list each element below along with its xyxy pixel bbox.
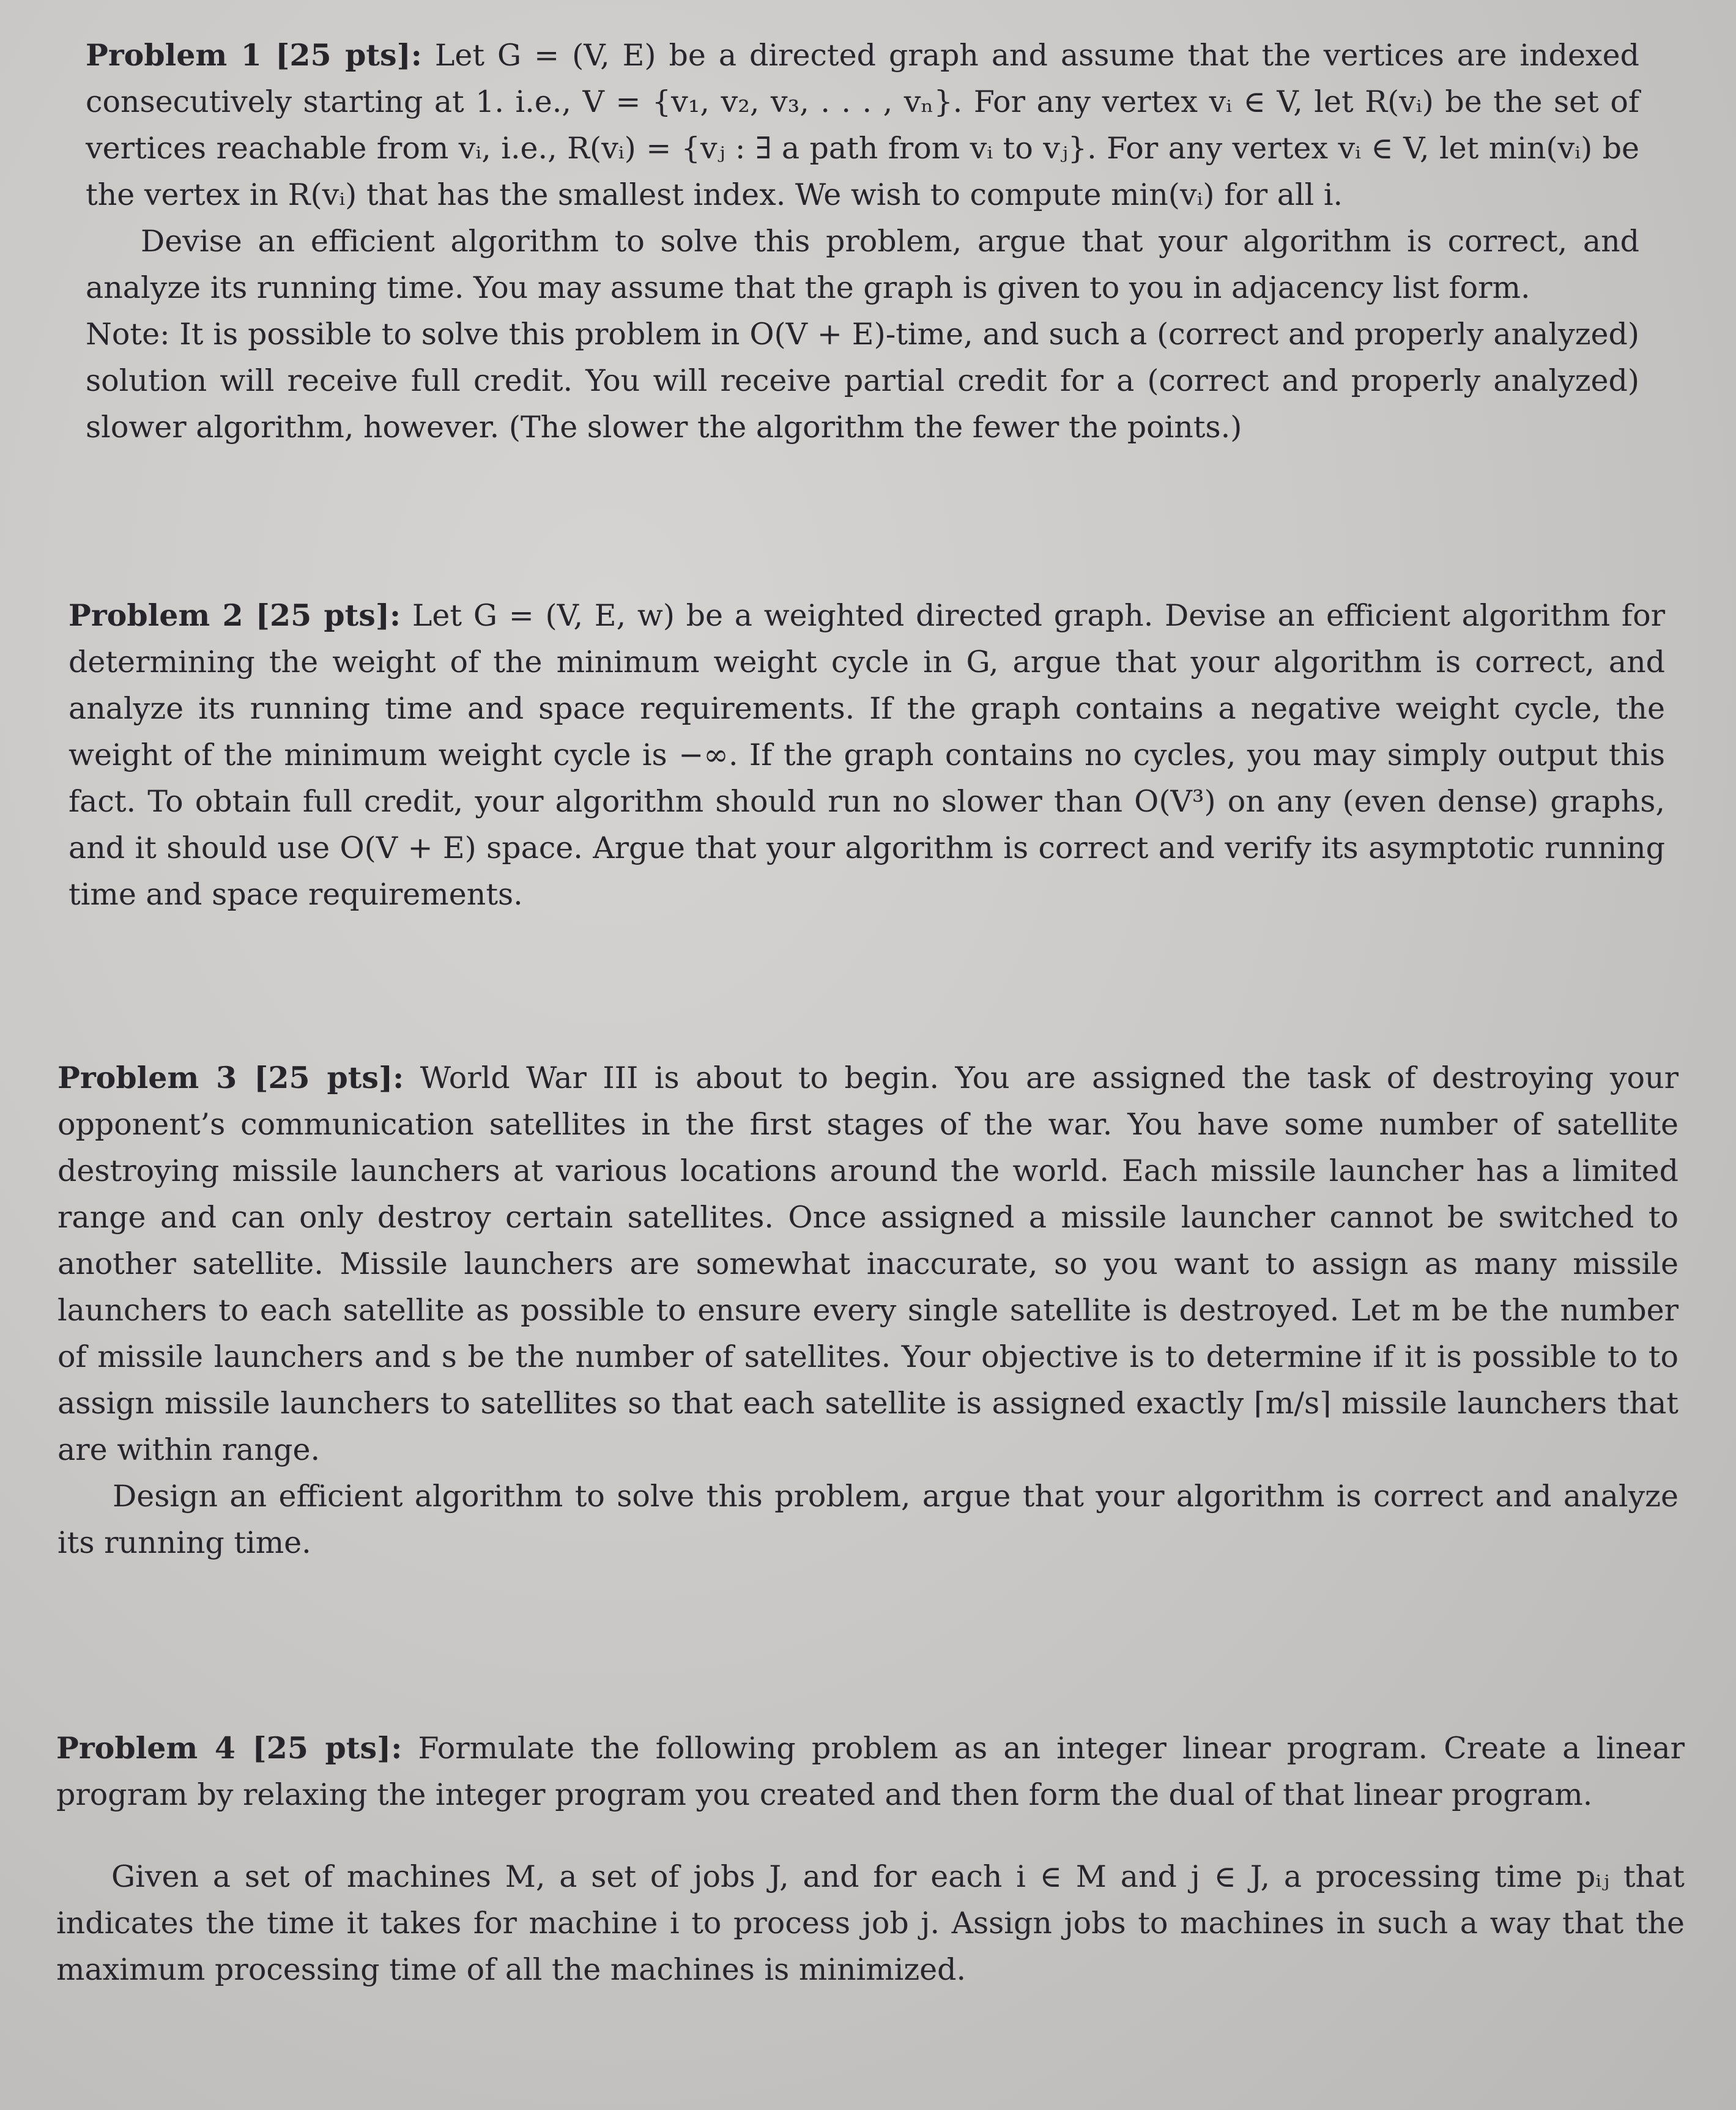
problem-1 [86, 32, 1639, 451]
problem-3-heading: Problem 3 [25 pts]: [57, 1060, 404, 1095]
problem-4 [56, 1725, 1685, 1993]
problem-1-text-1: Let G = (V, E) be a directed graph and assume that the vertices are indexed consecutively starting at 1. i.e., V = {v₁, v₂, v₃, . . . , vₙ}. For any vertex vᵢ ∈ V, let R(vᵢ) be the set of vertices reachable from vᵢ, i.e., R(vᵢ) = {vⱼ : ∃ a path from vᵢ to vⱼ}. For any vertex vᵢ ∈ V, let min(vᵢ) be the vertex in R(vᵢ) that has the smallest index. We wish to compute min(vᵢ) for all i. [86, 38, 1640, 212]
problem-4-paragraph-1 [56, 1725, 1685, 1818]
problem-1-note: Note: It is possible to solve this problem in O(V + E)-time, and such a (correct and properly analyzed) solution will receive full credit. You will receive partial credit for a (correct and properly analyzed) slower algorithm, however. (The slower the algorithm the fewer the points.) [86, 317, 1639, 445]
problem-3 [57, 1054, 1679, 1566]
problem-4-paragraph-2: Given a set of machines M, a set of jobs J, and for each i ∈ M and j ∈ J, a processing time pᵢⱼ that indicates the time it takes for machine i to process job j. Assign jobs to machines in such a way that the maximum processing time of all the machines is minimized. [56, 1859, 1685, 1987]
problem-2 [69, 592, 1665, 918]
problem-3-text-1: World War III is about to begin. You are assigned the task of destroying your opponent’s communication satellites in the first stages of the war. You have some number of satellite destroying missile launchers at various locations around the world. Each missile launcher has a limited range and can only destroy certain satellites. Once assigned a missile launcher cannot be switched to another satellite. Missile launchers are somewhat inaccurate, so you want to assign as many missile launchers to each satellite as possible to ensure every single satellite is destroyed. Let m be the number of missile launchers and s be the number of satellites. Your objective is to determine if it is possible to to assign missile launchers to satellites so that each satellite is assigned exactly ⌈m/s⌉ missile launchers that are within range. [57, 1061, 1679, 1467]
problem-2-paragraph-1 [69, 592, 1665, 918]
problem-1-heading: Problem 1 [25 pts]: [86, 37, 422, 73]
problem-3-paragraph-2: Design an efficient algorithm to solve this problem, argue that your algorithm is correct and analyze its running time. [57, 1479, 1679, 1560]
problem-4-text-1: Formulate the following problem as an integer linear program. Create a linear program by relaxing the integer program you created and then form the dual of that linear program. [56, 1731, 1685, 1812]
problem-2-heading: Problem 2 [25 pts]: [69, 598, 401, 633]
problem-1-paragraph-1 [86, 32, 1639, 218]
problem-4-heading: Problem 4 [25 pts]: [56, 1730, 402, 1766]
problem-2-text-1: Let G = (V, E, w) be a weighted directed graph. Devise an efficient algorithm for determining the weight of the minimum weight cycle in G, argue that your algorithm is correct, and analyze its running time and space requirements. If the graph contains a negative weight cycle, the weight of the minimum weight cycle is −∞. If the graph contains no cycles, you may simply output this fact. To obtain full credit, your algorithm should run no slower than O(V³) on any (even dense) graphs, and it should use O(V + E) space. Argue that your algorithm is correct and verify its asymptotic running time and space requirements. [69, 598, 1665, 912]
problem-3-paragraph-1 [57, 1054, 1679, 1473]
problem-1-paragraph-2: Devise an efficient algorithm to solve this problem, argue that your algorithm is correct, and analyze its running time. You may assume that the graph is given to you in adjacency list form. [86, 224, 1639, 305]
